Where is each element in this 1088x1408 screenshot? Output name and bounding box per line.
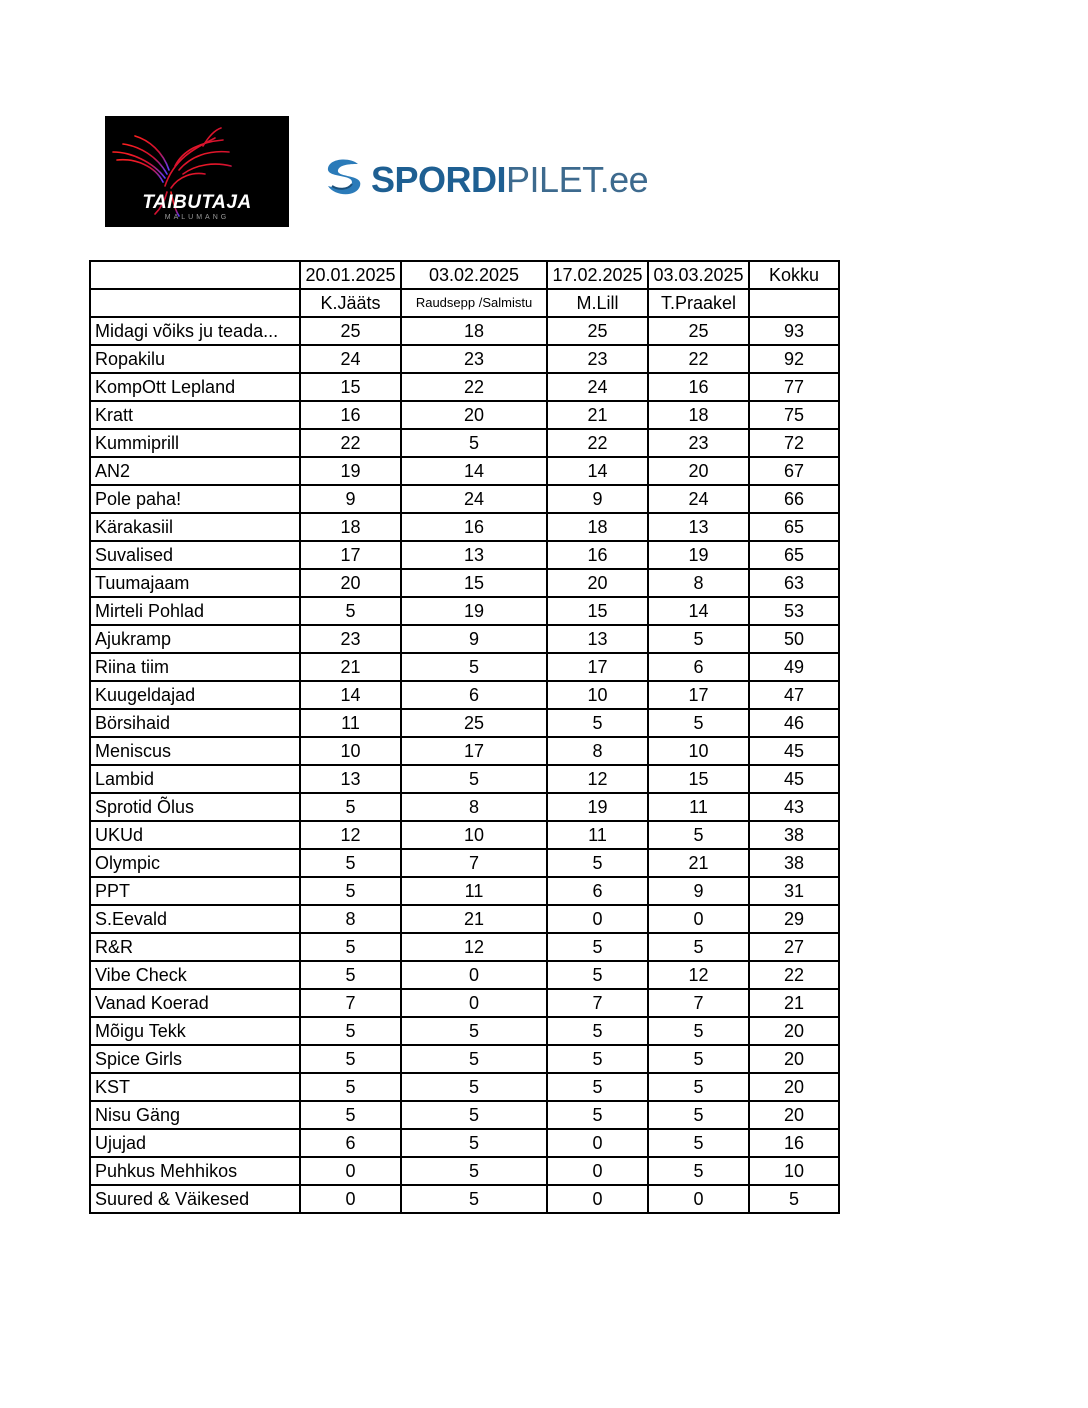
team-name-cell: Spice Girls <box>90 1045 300 1073</box>
team-name-cell: Ropakilu <box>90 345 300 373</box>
table-row <box>90 1045 839 1073</box>
score-cell: 0 <box>300 1157 401 1185</box>
total-cell: 49 <box>749 653 839 681</box>
corner-cell <box>90 289 300 317</box>
score-cell: 5 <box>648 1157 749 1185</box>
score-cell: 5 <box>648 933 749 961</box>
score-cell: 5 <box>648 821 749 849</box>
score-cell: 24 <box>300 345 401 373</box>
score-cell: 22 <box>300 429 401 457</box>
spordipilet-wordmark-bold: SPORDI <box>371 159 507 200</box>
score-cell: 22 <box>401 373 547 401</box>
score-cell: 9 <box>401 625 547 653</box>
score-cell: 14 <box>401 457 547 485</box>
total-cell: 20 <box>749 1073 839 1101</box>
score-cell: 5 <box>648 1129 749 1157</box>
score-cell: 23 <box>648 429 749 457</box>
score-cell: 7 <box>547 989 648 1017</box>
score-cell: 12 <box>401 933 547 961</box>
score-cell: 9 <box>300 485 401 513</box>
total-cell: 65 <box>749 541 839 569</box>
score-cell: 11 <box>300 709 401 737</box>
team-name-cell: UKUd <box>90 821 300 849</box>
score-cell: 11 <box>648 793 749 821</box>
score-cell: 18 <box>300 513 401 541</box>
total-cell: 27 <box>749 933 839 961</box>
score-cell: 8 <box>547 737 648 765</box>
score-cell: 11 <box>547 821 648 849</box>
score-cell: 6 <box>300 1129 401 1157</box>
total-cell: 46 <box>749 709 839 737</box>
score-cell: 0 <box>648 905 749 933</box>
table-row <box>90 457 839 485</box>
score-cell: 17 <box>547 653 648 681</box>
score-cell: 6 <box>401 681 547 709</box>
score-cell: 5 <box>401 1185 547 1213</box>
score-cell: 16 <box>401 513 547 541</box>
date-header-row <box>90 261 839 289</box>
score-cell: 7 <box>401 849 547 877</box>
date-header: 03.02.2025 <box>401 261 547 289</box>
table-row <box>90 989 839 1017</box>
total-cell: 77 <box>749 373 839 401</box>
table-row <box>90 1101 839 1129</box>
spordipilet-logo <box>322 153 649 203</box>
score-cell: 5 <box>547 709 648 737</box>
team-name-cell: Suured & Väikesed <box>90 1185 300 1213</box>
score-cell: 23 <box>401 345 547 373</box>
score-cell: 15 <box>547 597 648 625</box>
score-cell: 0 <box>547 1157 648 1185</box>
table-row <box>90 317 839 345</box>
table-row <box>90 485 839 513</box>
table-row <box>90 597 839 625</box>
total-cell: 66 <box>749 485 839 513</box>
score-cell: 16 <box>648 373 749 401</box>
score-cell: 12 <box>648 961 749 989</box>
total-cell: 5 <box>749 1185 839 1213</box>
score-cell: 5 <box>300 849 401 877</box>
score-cell: 16 <box>300 401 401 429</box>
total-cell: 16 <box>749 1129 839 1157</box>
host-header: M.Lill <box>547 289 648 317</box>
date-header: 20.01.2025 <box>300 261 401 289</box>
score-cell: 5 <box>648 1017 749 1045</box>
total-cell: 47 <box>749 681 839 709</box>
score-cell: 5 <box>401 1157 547 1185</box>
team-name-cell: Mõigu Tekk <box>90 1017 300 1045</box>
host-header: Raudsepp /Salmistu <box>401 289 547 317</box>
score-cell: 5 <box>300 597 401 625</box>
score-cell: 5 <box>401 1073 547 1101</box>
score-cell: 8 <box>648 569 749 597</box>
total-cell: 63 <box>749 569 839 597</box>
score-cell: 5 <box>547 1017 648 1045</box>
score-cell: 5 <box>547 1101 648 1129</box>
table-row <box>90 401 839 429</box>
score-cell: 0 <box>300 1185 401 1213</box>
score-cell: 5 <box>401 765 547 793</box>
team-name-cell: Börsihaid <box>90 709 300 737</box>
swoosh-s-icon <box>322 156 364 198</box>
score-cell: 5 <box>401 1045 547 1073</box>
table-row <box>90 373 839 401</box>
team-name-cell: Vibe Check <box>90 961 300 989</box>
score-cell: 10 <box>300 737 401 765</box>
score-cell: 15 <box>300 373 401 401</box>
score-cell: 21 <box>648 849 749 877</box>
table-row <box>90 933 839 961</box>
score-cell: 0 <box>401 989 547 1017</box>
score-cell: 16 <box>547 541 648 569</box>
team-name-cell: Midagi võiks ju teada... <box>90 317 300 345</box>
score-cell: 5 <box>648 709 749 737</box>
total-cell: 29 <box>749 905 839 933</box>
score-cell: 19 <box>401 597 547 625</box>
score-cell: 25 <box>648 317 749 345</box>
team-name-cell: Nisu Gäng <box>90 1101 300 1129</box>
score-cell: 10 <box>401 821 547 849</box>
score-cell: 18 <box>547 513 648 541</box>
total-cell: 38 <box>749 849 839 877</box>
score-cell: 22 <box>547 429 648 457</box>
table-row <box>90 877 839 905</box>
score-cell: 6 <box>547 877 648 905</box>
team-name-cell: Mirteli Pohlad <box>90 597 300 625</box>
team-name-cell: Kratt <box>90 401 300 429</box>
table-row <box>90 541 839 569</box>
score-cell: 23 <box>300 625 401 653</box>
score-cell: 21 <box>547 401 648 429</box>
score-cell: 0 <box>547 1185 648 1213</box>
score-cell: 5 <box>648 1101 749 1129</box>
score-cell: 5 <box>401 653 547 681</box>
score-cell: 8 <box>300 905 401 933</box>
score-cell: 25 <box>401 709 547 737</box>
table-row <box>90 821 839 849</box>
team-name-cell: PPT <box>90 877 300 905</box>
score-cell: 5 <box>648 625 749 653</box>
score-cell: 13 <box>300 765 401 793</box>
table-row <box>90 513 839 541</box>
score-cell: 5 <box>547 1045 648 1073</box>
host-header: T.Praakel <box>648 289 749 317</box>
team-name-cell: AN2 <box>90 457 300 485</box>
total-cell: 45 <box>749 765 839 793</box>
total-cell: 50 <box>749 625 839 653</box>
team-name-cell: R&R <box>90 933 300 961</box>
team-name-cell: Riina tiim <box>90 653 300 681</box>
score-cell: 18 <box>648 401 749 429</box>
score-cell: 20 <box>648 457 749 485</box>
score-cell: 8 <box>401 793 547 821</box>
score-cell: 18 <box>401 317 547 345</box>
table-row <box>90 653 839 681</box>
score-cell: 25 <box>300 317 401 345</box>
date-header: 17.02.2025 <box>547 261 648 289</box>
score-cell: 21 <box>401 905 547 933</box>
score-cell: 13 <box>648 513 749 541</box>
score-cell: 23 <box>547 345 648 373</box>
team-name-cell: Puhkus Mehhikos <box>90 1157 300 1185</box>
score-cell: 17 <box>648 681 749 709</box>
score-cell: 24 <box>401 485 547 513</box>
score-cell: 14 <box>547 457 648 485</box>
score-cell: 14 <box>300 681 401 709</box>
score-cell: 0 <box>547 1129 648 1157</box>
score-cell: 5 <box>300 1073 401 1101</box>
score-cell: 19 <box>547 793 648 821</box>
total-cell: 93 <box>749 317 839 345</box>
table-row <box>90 429 839 457</box>
score-cell: 5 <box>300 1101 401 1129</box>
team-name-cell: Ujujad <box>90 1129 300 1157</box>
team-name-cell: S.Eevald <box>90 905 300 933</box>
score-cell: 22 <box>648 345 749 373</box>
table-row <box>90 1073 839 1101</box>
score-cell: 9 <box>648 877 749 905</box>
total-cell: 38 <box>749 821 839 849</box>
total-cell: 43 <box>749 793 839 821</box>
total-cell: 53 <box>749 597 839 625</box>
score-cell: 17 <box>401 737 547 765</box>
taibutaja-wordmark: TAIBUTAJA <box>142 192 252 213</box>
table-row <box>90 961 839 989</box>
team-name-cell: Ajukramp <box>90 625 300 653</box>
score-cell: 10 <box>547 681 648 709</box>
team-name-cell: KompOtt Lepland <box>90 373 300 401</box>
table-row <box>90 345 839 373</box>
table-row <box>90 709 839 737</box>
taibutaja-logo <box>105 116 289 227</box>
total-cell: 31 <box>749 877 839 905</box>
total-cell: 10 <box>749 1157 839 1185</box>
score-cell: 5 <box>300 1017 401 1045</box>
score-cell: 7 <box>648 989 749 1017</box>
total-cell: 75 <box>749 401 839 429</box>
team-name-cell: Tuumajaam <box>90 569 300 597</box>
score-cell: 5 <box>300 793 401 821</box>
score-cell: 5 <box>648 1073 749 1101</box>
total-cell: 20 <box>749 1045 839 1073</box>
corner-cell <box>90 261 300 289</box>
score-cell: 15 <box>401 569 547 597</box>
score-cell: 7 <box>300 989 401 1017</box>
score-cell: 6 <box>648 653 749 681</box>
score-cell: 0 <box>401 961 547 989</box>
team-name-cell: Vanad Koerad <box>90 989 300 1017</box>
score-cell: 24 <box>547 373 648 401</box>
team-name-cell: Suvalised <box>90 541 300 569</box>
score-cell: 12 <box>547 765 648 793</box>
score-cell: 5 <box>300 961 401 989</box>
team-name-cell: Kärakasiil <box>90 513 300 541</box>
total-cell: 21 <box>749 989 839 1017</box>
score-cell: 20 <box>300 569 401 597</box>
team-name-cell: KST <box>90 1073 300 1101</box>
score-cell: 14 <box>648 597 749 625</box>
score-cell: 25 <box>547 317 648 345</box>
total-cell: 67 <box>749 457 839 485</box>
score-cell: 21 <box>300 653 401 681</box>
score-cell: 5 <box>401 1129 547 1157</box>
table-row <box>90 569 839 597</box>
table-row <box>90 905 839 933</box>
score-cell: 5 <box>401 1017 547 1045</box>
table-row <box>90 737 839 765</box>
team-name-cell: Lambid <box>90 765 300 793</box>
team-name-cell: Pole paha! <box>90 485 300 513</box>
score-cell: 5 <box>401 1101 547 1129</box>
score-cell: 19 <box>648 541 749 569</box>
score-cell: 5 <box>300 877 401 905</box>
team-name-cell: Olympic <box>90 849 300 877</box>
score-cell: 20 <box>401 401 547 429</box>
score-cell: 17 <box>300 541 401 569</box>
score-cell: 11 <box>401 877 547 905</box>
date-header: 03.03.2025 <box>648 261 749 289</box>
score-cell: 5 <box>547 1073 648 1101</box>
score-cell: 12 <box>300 821 401 849</box>
score-cell: 9 <box>547 485 648 513</box>
score-cell: 5 <box>300 933 401 961</box>
spordipilet-wordmark-light: PILET.ee <box>506 159 649 200</box>
score-cell: 0 <box>547 905 648 933</box>
total-cell: 92 <box>749 345 839 373</box>
score-cell: 0 <box>648 1185 749 1213</box>
score-cell: 13 <box>401 541 547 569</box>
table-row <box>90 681 839 709</box>
table-row <box>90 849 839 877</box>
host-header: K.Jääts <box>300 289 401 317</box>
score-table <box>89 260 840 1214</box>
taibutaja-subtitle: MALUMANG <box>164 214 230 221</box>
score-cell: 15 <box>648 765 749 793</box>
score-cell: 5 <box>547 961 648 989</box>
table-row <box>90 1129 839 1157</box>
score-cell: 5 <box>547 849 648 877</box>
team-name-cell: Kuugeldajad <box>90 681 300 709</box>
total-header: Kokku <box>749 261 839 289</box>
spordipilet-wordmark <box>371 161 648 199</box>
score-cell: 5 <box>300 1045 401 1073</box>
total-cell: 45 <box>749 737 839 765</box>
table-row <box>90 1185 839 1213</box>
table-row <box>90 625 839 653</box>
score-cell: 5 <box>648 1045 749 1073</box>
score-cell: 5 <box>547 933 648 961</box>
score-cell: 5 <box>401 429 547 457</box>
table-row <box>90 1157 839 1185</box>
total-cell: 22 <box>749 961 839 989</box>
score-cell: 10 <box>648 737 749 765</box>
host-header-row <box>90 289 839 317</box>
score-cell: 19 <box>300 457 401 485</box>
table-row <box>90 793 839 821</box>
score-cell: 20 <box>547 569 648 597</box>
total-cell: 20 <box>749 1101 839 1129</box>
empty-cell <box>749 289 839 317</box>
total-cell: 65 <box>749 513 839 541</box>
total-cell: 20 <box>749 1017 839 1045</box>
score-cell: 24 <box>648 485 749 513</box>
team-name-cell: Kummiprill <box>90 429 300 457</box>
score-cell: 13 <box>547 625 648 653</box>
total-cell: 72 <box>749 429 839 457</box>
team-name-cell: Sprotid Õlus <box>90 793 300 821</box>
team-name-cell: Meniscus <box>90 737 300 765</box>
table-row <box>90 765 839 793</box>
table-row <box>90 1017 839 1045</box>
